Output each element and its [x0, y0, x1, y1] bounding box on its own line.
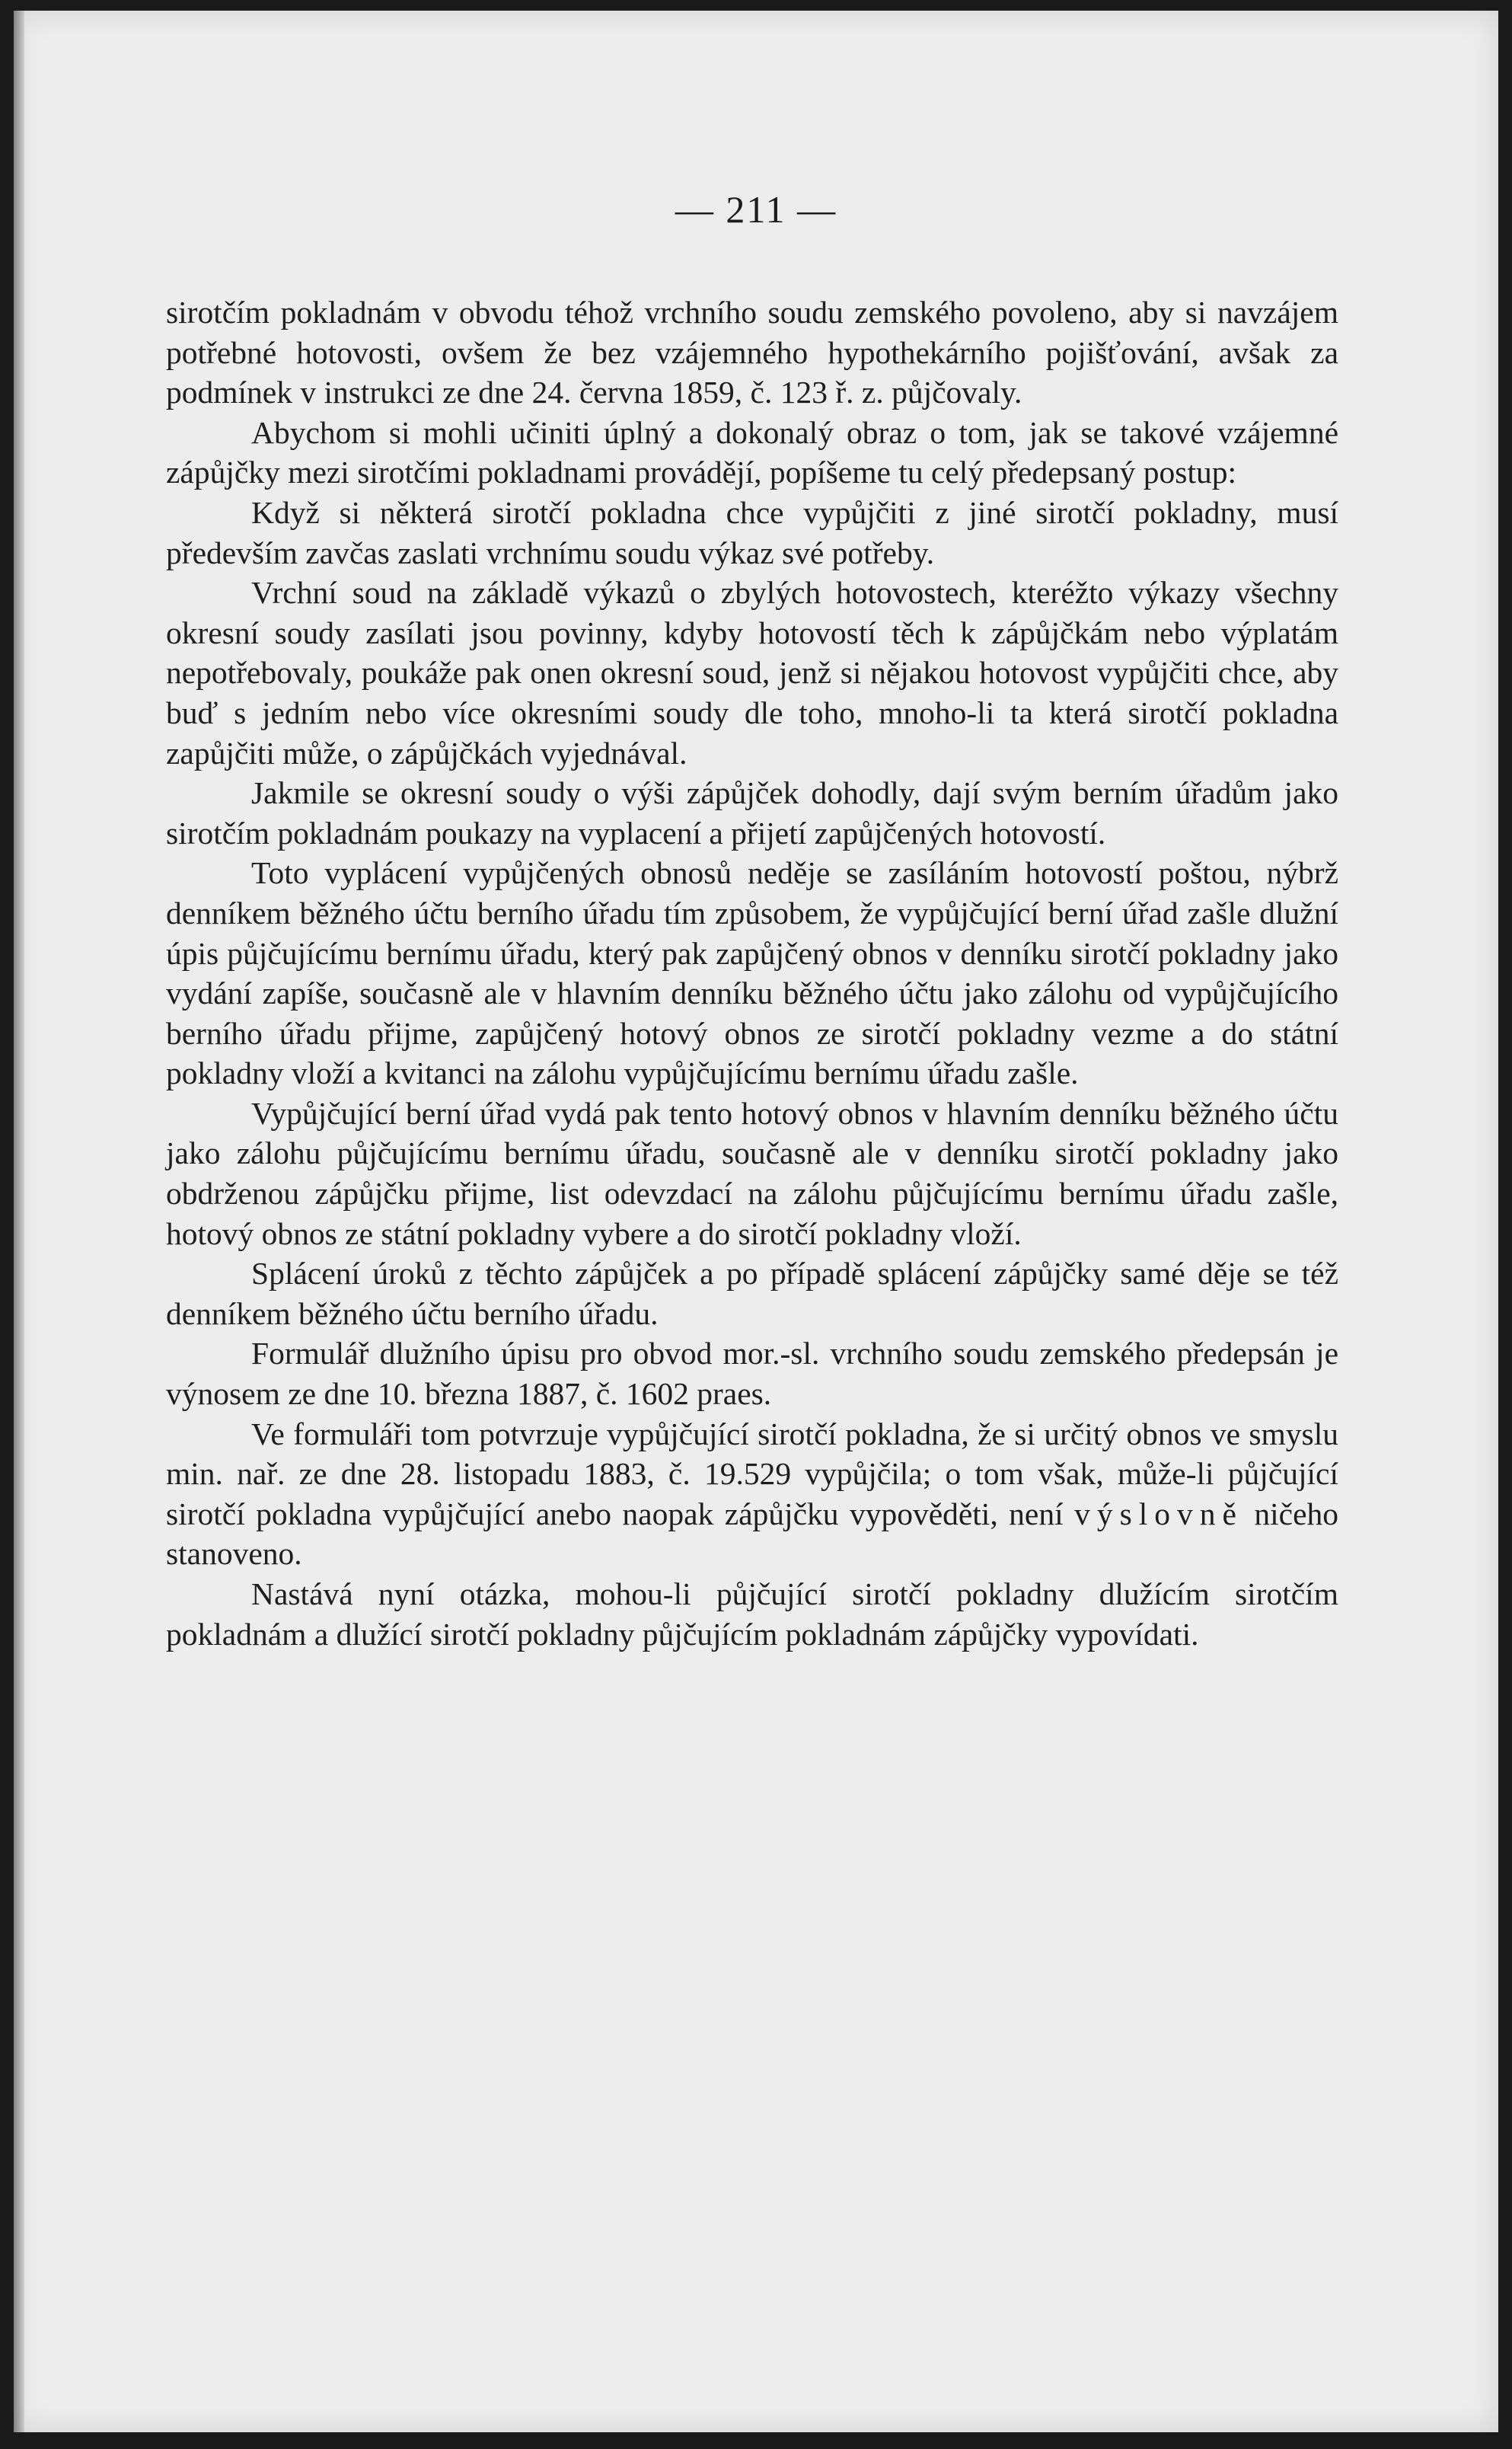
paragraph-2: Abychom si mohli učiniti úplný a dokonalý obraz o tom, jak se takové vzájemné zápůjčky mezi sirotčími pokladnami provádějí, popíšeme tu celý předepsaný postup: [166, 414, 1338, 490]
scanned-page [14, 11, 1498, 2432]
paragraph-7: Vypůjčující berní úřad vydá pak tento hotový obnos v hlavním denníku běžného účtu jako zálohu půjčujícímu bernímu úřadu, současně ale v denníku sirotčí pokladny jako obdrženou zápůjčku přijme, list odevzdací na zálohu půjčujícímu bernímu úřadu zašle, hotový obnos ze státní pokladny vybere a do sirotčí pokladny vloží. [166, 1095, 1338, 1251]
paragraph-6: Toto vyplácení vypůjčených obnosů neděje se zasíláním hotovostí poštou, nýbrž denníkem běžného účtu berního úřadu tím způsobem, že vypůjčující berní úřad zašle dlužní úpis půjčujícímu bernímu úřadu, který pak zapůjčený obnos v denníku sirotčí pokladny jako vydání zapíše, současně ale v hlavním denníku běžného účtu jako zálohu od vypůjčujícího berního úřadu přijme, zapůjčený hotový obnos ze sirotčí pokladny vezme a do státní pokladny vloží a kvitanci na zálohu vypůjčujícímu bernímu úřadu zašle. [166, 855, 1338, 1091]
paragraph-9: Formulář dlužního úpisu pro obvod mor.-sl. vrchního soudu zemského předepsán je výnosem ze dne 10. března 1887, č. 1602 praes. [166, 1336, 1338, 1412]
paragraph-4: Vrchní soud na základě výkazů o zbylých hotovostech, kteréžto výkazy všechny okresní soudy zasílati jsou povinny, kdyby hotovostí těch k zápůjčkám nebo výplatám nepotřebovaly, poukáže pak onen okresní soud, jenž si nějakou hotovost vypůjčiti chce, aby buď s jedním nebo více okresními soudy dle toho, mnoho-li ta která sirotčí pokladna zapůjčiti může, o zápůjčkách vyjednával. [166, 575, 1338, 771]
body-text [166, 292, 1338, 1654]
paragraph-8: Splácení úroků z těchto zápůjček a po případě splácení zápůjčky samé děje se též denníkem běžného účtu berního úřadu. [166, 1256, 1338, 1331]
paragraph-10-text-before: Ve formuláři tom potvrzuje vypůjčující sirotčí pokladna, že si určitý obnos ve smyslu min. nař. ze dne 28. listopadu 1883, č. 19.529 vypůjčila; o tom však, může-li půjčující sirotčí pokladna vypůjčující anebo naopak zápůjčku vypověděti, není [166, 1416, 1338, 1531]
paragraph-11: Nastává nyní otázka, mohou-li půjčující sirotčí pokladny dlužícím sirotčím pokladnám a dlužící sirotčí pokladny půjčujícím pokladnám zápůjčky vypovídati. [166, 1576, 1338, 1652]
paragraph-5: Jakmile se okresní soudy o výši zápůjček dohodly, dají svým berním úřadům jako sirotčím pokladnám poukazy na vyplacení a přijetí zapůjčených hotovostí. [166, 775, 1338, 851]
page-number: — 211 — [675, 188, 837, 231]
paragraph-10-text-after: ničeho stanoveno. [166, 1496, 1338, 1572]
paragraph-10-emphasis: výslovně [1074, 1496, 1243, 1531]
paragraph-3: Když si některá sirotčí pokladna chce vypůjčiti z jiné sirotčí pokladny, musí především zavčas zaslati vrchnímu soudu výkaz své potřeby. [166, 494, 1338, 570]
paragraph-1: sirotčím pokladnám v obvodu téhož vrchního soudu zemského povoleno, aby si navzájem potřebné hotovosti, ovšem že bez vzájemného hypothekárního pojišťování, avšak za podmínek v instrukci ze dne 24. června 1859, č. 123 ř. z. půjčovaly. [166, 295, 1338, 410]
paragraph-10 [166, 1414, 1338, 1574]
